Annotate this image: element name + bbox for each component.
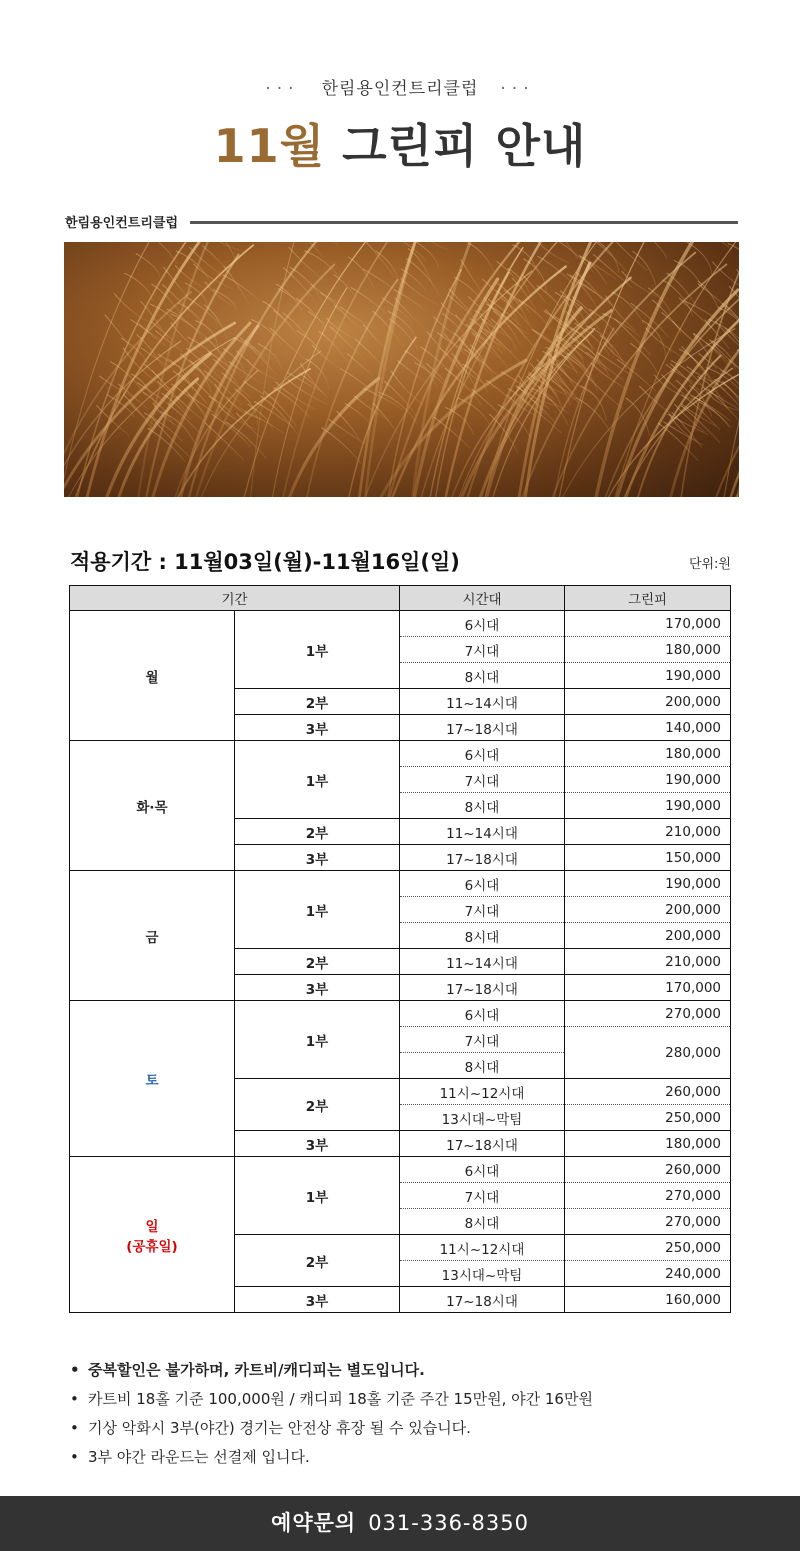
- time-cell: 7시대: [400, 897, 565, 923]
- part-cell: 3부: [235, 1131, 400, 1157]
- day-label: 화·목: [136, 799, 168, 816]
- header-time: 시간대: [400, 586, 565, 611]
- time-cell: 8시대: [400, 923, 565, 949]
- fee-cell: 200,000: [565, 689, 731, 715]
- table-header-row: [70, 586, 731, 611]
- fee-cell: 190,000: [565, 793, 731, 819]
- part-cell: 3부: [235, 975, 400, 1001]
- time-cell: 13시대~막팀: [400, 1261, 565, 1287]
- fee-cell: 270,000: [565, 1183, 731, 1209]
- fee-cell: 190,000: [565, 767, 731, 793]
- time-cell: 6시대: [400, 1157, 565, 1183]
- time-cell: 6시대: [400, 1001, 565, 1027]
- time-cell: 17~18시대: [400, 1287, 565, 1313]
- time-cell: 11시~12시대: [400, 1079, 565, 1105]
- fee-cell: 180,000: [565, 741, 731, 767]
- page-title: [0, 110, 800, 176]
- club-name: 한림용인컨트리클럽: [321, 79, 479, 99]
- part-cell: 3부: [235, 1287, 400, 1313]
- club-label: 한림용인컨트리클럽: [65, 216, 179, 231]
- dots-right: ···: [500, 79, 535, 99]
- fee-cell: 250,000: [565, 1105, 731, 1131]
- time-cell: 7시대: [400, 1183, 565, 1209]
- time-cell: 8시대: [400, 1053, 565, 1079]
- table-row: [70, 1157, 731, 1183]
- day-cell: [70, 611, 235, 741]
- fee-cell: 140,000: [565, 715, 731, 741]
- header-fee: 그린피: [565, 586, 731, 611]
- day-label: 금: [145, 929, 159, 946]
- note-item: • 카트비 18홀 기준 100,000원 / 캐디피 18홀 기준 주간 15만원, 야간 16만원: [70, 1385, 750, 1414]
- day-label: 월: [145, 669, 159, 686]
- time-cell: 11~14시대: [400, 819, 565, 845]
- fee-cell: 190,000: [565, 871, 731, 897]
- day-cell: [70, 871, 235, 1001]
- table-row: [70, 871, 731, 897]
- fee-cell: 190,000: [565, 663, 731, 689]
- part-cell: 3부: [235, 845, 400, 871]
- fee-cell: 270,000: [565, 1209, 731, 1235]
- apply-period: 적용기간 : 11월03일(월)-11월16일(일): [70, 550, 460, 574]
- table-row: [70, 741, 731, 767]
- fee-cell: 170,000: [565, 611, 731, 637]
- notes-list: [70, 1356, 750, 1472]
- part-cell: 2부: [235, 1235, 400, 1287]
- time-cell: 17~18시대: [400, 715, 565, 741]
- time-cell: 11~14시대: [400, 949, 565, 975]
- reservation-label: 예약문의: [271, 1511, 357, 1535]
- time-cell: 8시대: [400, 793, 565, 819]
- fee-cell: 260,000: [565, 1157, 731, 1183]
- part-cell: 2부: [235, 1079, 400, 1131]
- day-cell: [70, 1001, 235, 1157]
- header-period: 기간: [70, 586, 400, 611]
- header-subtitle: [0, 74, 800, 99]
- fee-cell: 200,000: [565, 897, 731, 923]
- club-bar: [65, 212, 738, 234]
- unit-label: 단위:원: [688, 557, 731, 572]
- part-cell: 3부: [235, 715, 400, 741]
- reservation-phone[interactable]: 031-336-8350: [368, 1511, 529, 1535]
- green-fee-table: [69, 585, 731, 1313]
- day-cell: [70, 741, 235, 871]
- note-item: • 중복할인은 불가하며, 카트비/캐디피는 별도입니다.: [70, 1356, 750, 1385]
- time-cell: 17~18시대: [400, 1131, 565, 1157]
- fee-cell: 210,000: [565, 819, 731, 845]
- part-cell: 2부: [235, 819, 400, 845]
- day-sub-label: (공휴일): [126, 1238, 178, 1255]
- part-cell: 1부: [235, 871, 400, 949]
- title-rest: 그린피 안내: [342, 119, 587, 173]
- reservation-footer[interactable]: [0, 1496, 800, 1551]
- fee-cell: 280,000: [565, 1027, 731, 1079]
- part-cell: 1부: [235, 611, 400, 689]
- fee-cell: 250,000: [565, 1235, 731, 1261]
- day-cell: [70, 1157, 235, 1313]
- time-cell: 7시대: [400, 767, 565, 793]
- time-cell: 7시대: [400, 637, 565, 663]
- fee-cell: 160,000: [565, 1287, 731, 1313]
- fee-cell: 170,000: [565, 975, 731, 1001]
- time-cell: 13시대~막팀: [400, 1105, 565, 1131]
- time-cell: 6시대: [400, 871, 565, 897]
- fee-cell: 150,000: [565, 845, 731, 871]
- part-cell: 1부: [235, 1001, 400, 1079]
- time-cell: 11~14시대: [400, 689, 565, 715]
- fee-cell: 260,000: [565, 1079, 731, 1105]
- part-cell: 1부: [235, 1157, 400, 1235]
- dots-left: ···: [265, 79, 300, 99]
- title-month: 11월: [213, 119, 326, 173]
- time-cell: 6시대: [400, 741, 565, 767]
- fee-cell: 180,000: [565, 637, 731, 663]
- table-row: [70, 1001, 731, 1027]
- divider-line: [190, 221, 738, 224]
- fee-cell: 240,000: [565, 1261, 731, 1287]
- time-cell: 6시대: [400, 611, 565, 637]
- time-cell: 8시대: [400, 663, 565, 689]
- time-cell: 7시대: [400, 1027, 565, 1053]
- fee-cell: 210,000: [565, 949, 731, 975]
- time-cell: 8시대: [400, 1209, 565, 1235]
- fee-cell: 270,000: [565, 1001, 731, 1027]
- part-cell: 1부: [235, 741, 400, 819]
- fee-cell: 200,000: [565, 923, 731, 949]
- day-label: 토: [145, 1072, 159, 1089]
- pampas-grass-drawing: [64, 242, 739, 497]
- time-cell: 11시~12시대: [400, 1235, 565, 1261]
- time-cell: 17~18시대: [400, 975, 565, 1001]
- part-cell: 2부: [235, 949, 400, 975]
- fee-cell: 180,000: [565, 1131, 731, 1157]
- pampas-grass-photo: [64, 242, 739, 497]
- table-row: [70, 611, 731, 637]
- note-item: • 기상 악화시 3부(야간) 경기는 안전상 휴장 될 수 있습니다.: [70, 1414, 750, 1443]
- note-item: • 3부 야간 라운드는 선결제 입니다.: [70, 1443, 750, 1472]
- part-cell: 2부: [235, 689, 400, 715]
- day-label: 일: [145, 1218, 159, 1235]
- time-cell: 17~18시대: [400, 845, 565, 871]
